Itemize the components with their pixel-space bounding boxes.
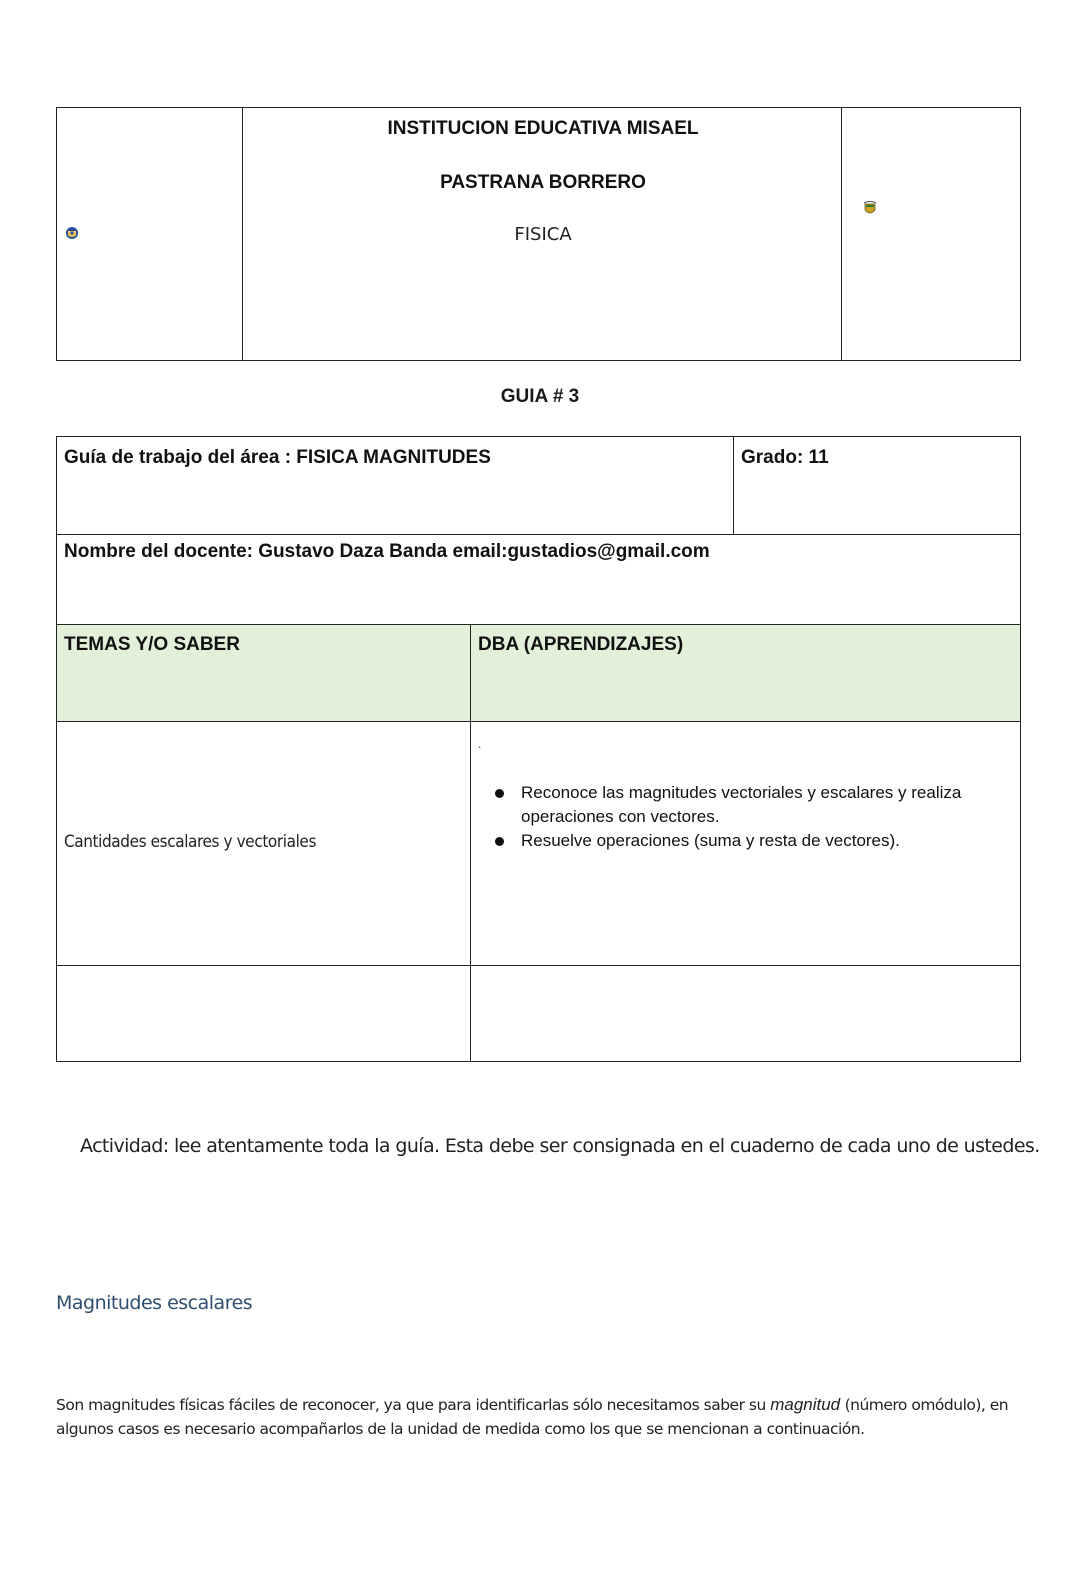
- paragraph-text-after: (número omódulo), en algunos casos es necesario acompañarlos de la unidad de medida como los que se mencionan a continuación.: [56, 1396, 1009, 1438]
- column-header-dba: DBA (APRENDIZAJES): [478, 634, 684, 655]
- col-divider-main: [470, 624, 471, 1061]
- dba-list: [491, 781, 991, 853]
- section-heading: Magnitudes escalares: [56, 1292, 253, 1314]
- teacher-label: Nombre del docente: Gustavo Daza Banda email:gustadios@gmail.com: [64, 541, 710, 562]
- institution-name-line1: INSTITUCION EDUCATIVA MISAEL: [387, 118, 699, 139]
- list-item: Resuelve operaciones (suma y resta de vectores).: [491, 829, 991, 853]
- intro-paragraph: [56, 1393, 1026, 1441]
- grade-label: Grado: 11: [741, 447, 829, 468]
- column-header-temas: TEMAS Y/O SABER: [64, 634, 240, 655]
- guide-title: GUIA # 3: [500, 386, 580, 407]
- subject-label: FISICA: [514, 224, 572, 245]
- row-divider-1: [57, 534, 1020, 535]
- col-divider-grade: [733, 437, 734, 534]
- guide-info-table: [56, 436, 1021, 1062]
- row-divider-4: [57, 965, 1020, 966]
- list-item: Reconoce las magnitudes vectoriales y escalares y realiza operaciones con vectores.: [491, 781, 991, 829]
- activity-instruction: Actividad: lee atentamente toda la guía. Esta debe ser consignada en el cuaderno de cada uno de ustedes.: [80, 1135, 1040, 1157]
- header-table: [56, 107, 1021, 361]
- row-divider-3: [57, 721, 1020, 722]
- paragraph-text-before: Son magnitudes físicas fáciles de reconocer, ya que para identificarlas sólo necesitamos saber su: [56, 1396, 771, 1414]
- institution-name-line2: PASTRANA BORRERO: [440, 172, 646, 193]
- paragraph-emphasis: magnitud: [770, 1395, 841, 1414]
- school-crest-icon: [65, 226, 79, 240]
- colombia-coat-of-arms-icon: [863, 201, 877, 217]
- header-divider-left: [242, 108, 243, 360]
- area-label: Guía de trabajo del área : FISICA MAGNITUDES: [64, 447, 491, 468]
- tema-value: Cantidades escalares y vectoriales: [64, 832, 317, 852]
- row-divider-2: [57, 624, 1020, 625]
- dba-dot: .: [478, 737, 482, 751]
